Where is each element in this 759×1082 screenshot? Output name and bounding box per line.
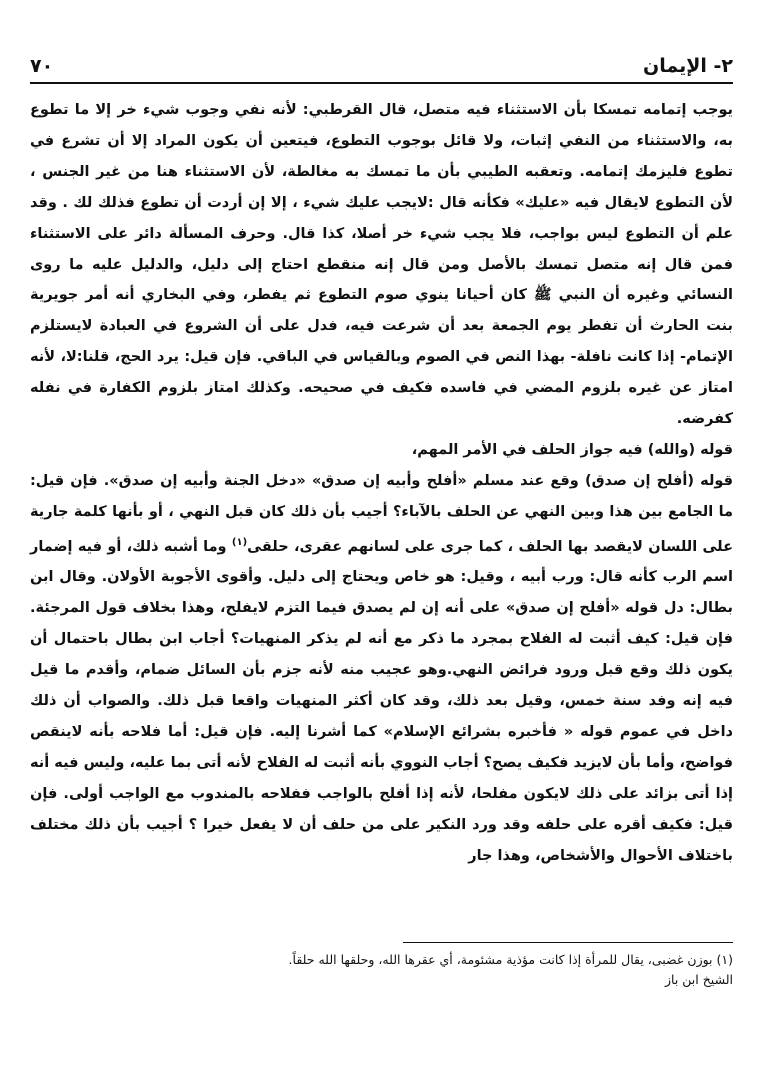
section-title: ٢- الإيمان <box>643 55 733 77</box>
footnote-marker[interactable]: (١) <box>231 536 248 548</box>
footnotes <box>30 950 733 990</box>
footnote-signature: الشيخ ابن باز <box>664 972 733 987</box>
header-divider <box>30 82 733 84</box>
paragraph-1: يوجب إتمامه تمسكا بأن الاستثناء فيه متصل، قال القرطبي: لأنه نفي وجوب شيء خر إلا ما تطوع به، والاستثناء من النفي إثبات، ولا قائل بوجوب التطوع، فيتعين أن يكون المراد إلا أن تشرع في تطوع فليزمك إتمامه. وتعقبه الطيبي بأن ما تمسك به مغالطة، لأن الاستثناء هنا من غير الجنس ، لأن التطوع لايقال فيه «عليك» فكأنه قال :لايجب عليك شيء ، إلا إن أردت أن تطوع فذلك لك . وقد علم أن التطوع ليس بواجب، فلا يجب شيء خر أصلا، كذا قال. وحرف المسألة دائر على الاستثناء فمن قال إنه متصل تمسك بالأصل ومن قال إنه منقطع احتاج إلى دليل، والدليل عليه ما روى النسائي وغيره أن النبي ﷺ كان أحيانا ينوي صوم التطوع ثم يفطر، وفي البخاري أنه أمر جويرية بنت الحارث أن تفطر يوم الجمعة بعد أن شرعت فيه، فدل على أن الشروع في العبادة لايستلزم الإتمام- إذا كانت نافلة- بهذا النص في الصوم وبالقياس في الباقي. فإن قيل: يرد الحج، قلنا:لا، لأنه امتاز عن غيره بلزوم المضي في فاسده فكيف في صحيحه. وكذلك امتاز بلزوم الكفارة في نفله كفرضه. <box>30 102 733 428</box>
paragraph-2: قوله (والله) فيه جواز الحلف في الأمر المهم، <box>411 441 733 458</box>
footnote-divider <box>403 942 733 943</box>
paragraph-3-part-b: وما أشبه ذلك، أو فيه إضمار اسم الرب كأنه قال: ورب أبيه ، وقيل: هو خاص ويحتاج إلى دليل. وأقوى الأجوبة الأولان. وقال ابن بطال: دل قوله «أفلح إن صدق» على أنه إن لم يصدق فيما التزم لايفلح، وهذا بخلاف قول المرجئة. فإن قيل: كيف أثبت له الفلاح بمجرد ما ذكر مع أنه لم يذكر المنهيات؟ أجاب ابن بطال باحتمال أن يكون ذلك وقع قبل ورود فرائض النهي.وهو عجيب منه لأنه جزم بأن السائل ضمام، وأقدم ما قيل فيه إنه وفد سنة خمس، وقيل بعد ذلك، وقد كان أكثر المنهيات واقعا قبل ذلك. والصواب أن ذلك داخل في عموم قوله « فأخبره بشرائع الإسلام» كما أشرنا إليه. فإن قيل: أما فلاحه بأنه لاينقص فواضح، وأما بأن لايزيد فكيف يصح؟ أجاب النووي بأنه أثبت له الفلاح لأنه أتى بما عليه، وليس فيه أنه إذا أتى بزائد على ذلك لايكون مفلحا، لأنه إذا أفلح بالواجب ففلاحه بالمندوب مع الواجب أولى. فإن قيل: فكيف أقره على حلفه وقد ورد النكير على من حلف أن لا يفعل خيرا ؟ أجيب بأن ذلك مختلف باختلاف الأحوال والأشخاص، وهذا جار <box>30 538 733 864</box>
paragraph-3-part-a: قوله (أفلح إن صدق) وقع عند مسلم «أفلح وأبيه إن صدق» «دخل الجنة وأبيه إن صدق». فإن قيل: ما الجامع بين هذا وبين النهي عن الحلف بالآباء؟ أجيب بأن ذلك كان قبل النهي ، أو بأنها كلمة جارية على اللسان لايقصد بها الحلف ، كما جرى على لسانهم عقرى، حلقى <box>30 472 734 555</box>
page-number: ٧٠ <box>30 55 54 77</box>
running-header <box>30 44 733 78</box>
main-text <box>30 95 733 871</box>
footnote-1: (١) بوزن غضبى، يقال للمرأة إذا كانت مؤذية مشئومة، أي عقرها الله، وحلقها الله حلقاً. <box>288 952 733 967</box>
paragraph-3 <box>30 466 733 872</box>
